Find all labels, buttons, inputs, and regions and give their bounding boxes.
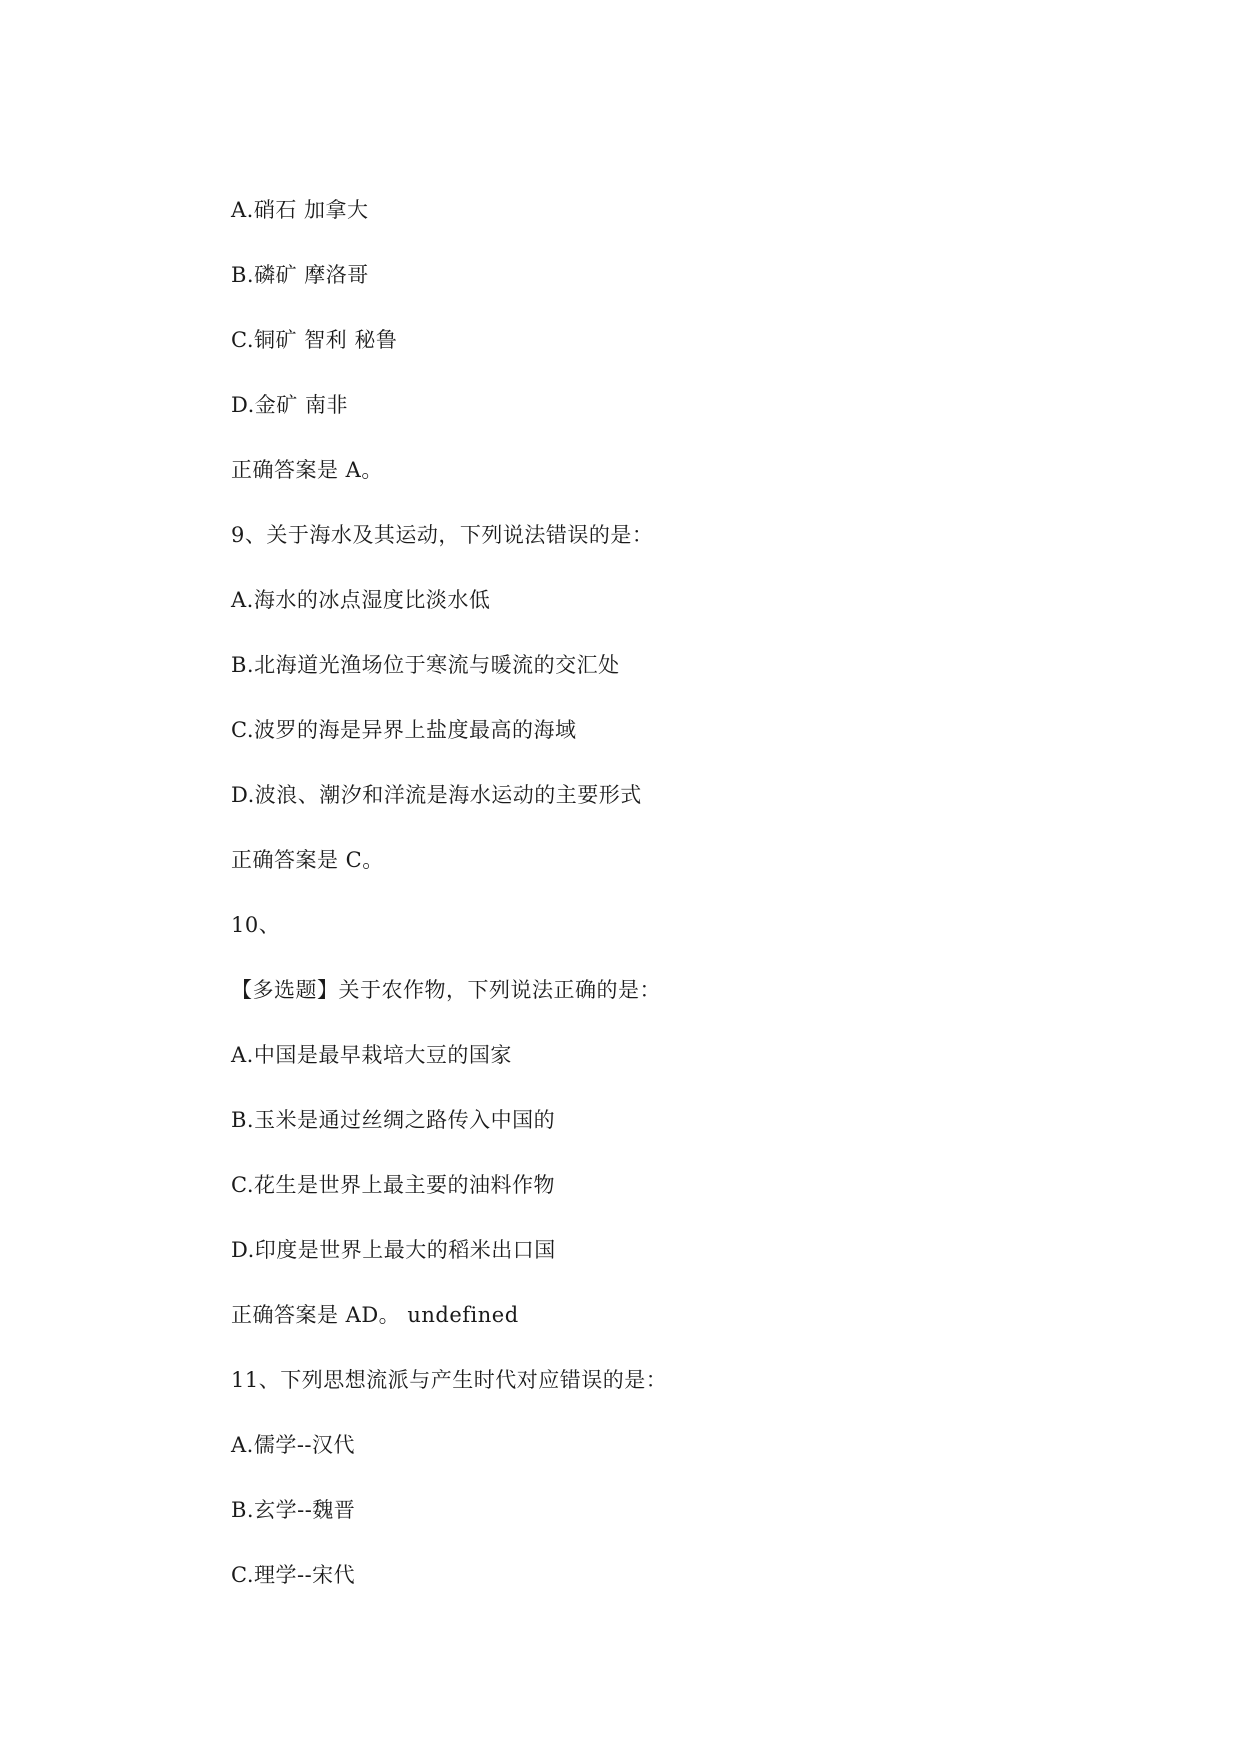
q10-number: 10、 xyxy=(231,913,281,937)
q10-option-b: B.玉米是通过丝绸之路传入中国的 xyxy=(231,1108,556,1132)
q9-option-a: A.海水的冰点湿度比淡水低 xyxy=(231,588,491,612)
q11-option-a: A.儒学--汉代 xyxy=(231,1433,356,1457)
q9-question: 9、关于海水及其运动，下列说法错误的是： xyxy=(231,523,654,547)
q11-question: 11、下列思想流派与产生时代对应错误的是： xyxy=(231,1368,668,1392)
q9-answer: 正确答案是 C。 xyxy=(231,848,384,872)
q8-option-b: B.磷矿 摩洛哥 xyxy=(231,263,369,287)
q9-option-c: C.波罗的海是异界上盐度最高的海域 xyxy=(231,718,577,742)
q10-option-c: C.花生是世界上最主要的油料作物 xyxy=(231,1173,555,1197)
q10-answer: 正确答案是 AD。 undefined xyxy=(231,1303,519,1327)
q8-option-c: C.铜矿 智利 秘鲁 xyxy=(231,328,398,352)
q8-option-d: D.金矿 南非 xyxy=(231,393,348,417)
q10-question: 【多选题】关于农作物，下列说法正确的是： xyxy=(231,978,661,1002)
q8-answer: 正确答案是 A。 xyxy=(231,458,383,482)
q11-option-b: B.玄学--魏晋 xyxy=(231,1498,356,1522)
q10-option-d: D.印度是世界上最大的稻米出口国 xyxy=(231,1238,556,1262)
q11-option-c: C.理学--宋代 xyxy=(231,1563,356,1587)
q10-option-a: A.中国是最早栽培大豆的国家 xyxy=(231,1043,512,1067)
q9-option-b: B.北海道光渔场位于寒流与暖流的交汇处 xyxy=(231,653,620,677)
q8-option-a: A.硝石 加拿大 xyxy=(231,198,369,222)
q9-option-d: D.波浪、潮汐和洋流是海水运动的主要形式 xyxy=(231,783,642,807)
